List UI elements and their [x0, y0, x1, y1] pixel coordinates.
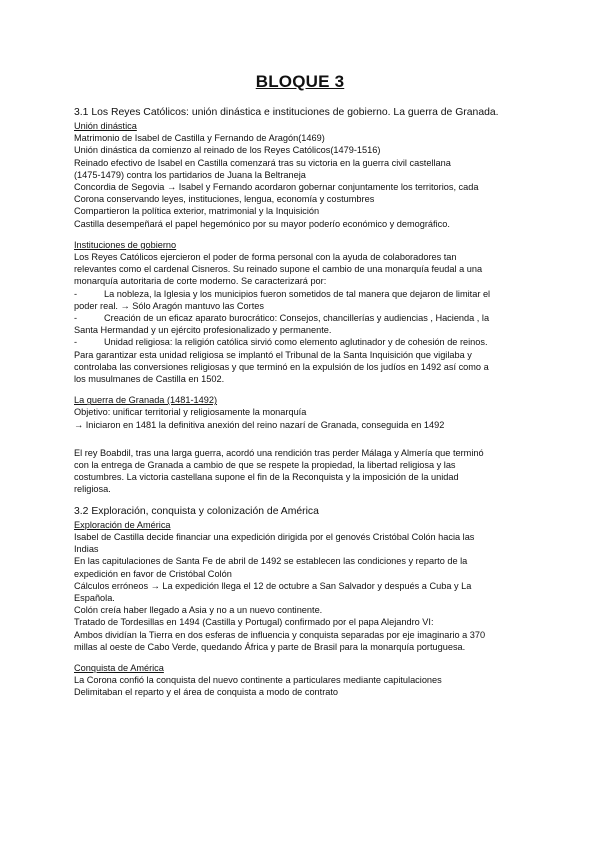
section-heading-3-1: 3.1 Los Reyes Católicos: unión dinástica e instituciones de gobierno. La guerra de Granada.	[74, 107, 499, 118]
text-line: Ambos dividían la Tierra en dos esferas de influencia y conquista separadas por eje imaginario a 370	[74, 629, 486, 640]
text-line: costumbres. La victoria castellana supone el fin de la Reconquista y la imposición de la unidad	[74, 472, 459, 483]
subtitle-instituciones: Instituciones de gobierno	[74, 239, 177, 250]
guerra-paragraph	[74, 447, 534, 496]
bullet-marker: -	[74, 313, 78, 324]
bullet-item	[74, 336, 534, 348]
text-line: → Iniciaron en 1481 la definitiva anexión del reino nazarí de Granada, conseguida en 1492	[74, 419, 445, 430]
text-line: (1475-1479) contra los partidarios de Juana la Beltraneja	[74, 169, 306, 180]
subtitle-exploracion: Exploración de América	[74, 519, 171, 530]
text-line: En las capitulaciones de Santa Fe de abril de 1492 se establecen las condiciones y reparto de la	[74, 556, 468, 567]
text-line: Tratado de Tordesillas en 1494 (Castilla y Portugal) confirmado por el papa Alejandro VI:	[74, 617, 434, 628]
text-line: Los Reyes Católicos ejercieron el poder de forma personal con la ayuda de colaboradores tan	[74, 252, 457, 263]
text-line: los musulmanes de Castilla en 1502.	[74, 374, 225, 385]
text-line: Objetivo: unificar territorial y religiosamente la monarquía	[74, 407, 307, 418]
text-line: Cálculos erróneos → La expedición llega el 12 de octubre a San Salvador y después a Cuba y La	[74, 580, 472, 591]
bullet-marker: -	[74, 337, 78, 348]
bullet-continuation: poder real. → Sólo Aragón mantuvo las Cortes	[74, 300, 264, 311]
text-line: Corona conservando leyes, instituciones, lengua, economía y costumbres	[74, 194, 375, 205]
document-body	[74, 106, 534, 699]
text-line: La Corona confió la conquista del nuevo continente a particulares mediante capitulaciones	[74, 675, 442, 686]
page-title: BLOQUE 3	[255, 72, 345, 91]
text-line: Delimitaban el reparto y el área de conquista a modo de contrato	[74, 687, 339, 698]
text-line: millas al oeste de Cabo Verde, quedando África y parte de Brasil para la monarquía portuguesa.	[74, 641, 466, 652]
exploracion-lines	[74, 531, 534, 653]
instituciones-intro	[74, 251, 534, 288]
bullet-marker: -	[74, 288, 78, 299]
bullet-continuation: Santa Hermandad y un ejército profesionalizado y permanente.	[74, 325, 332, 336]
instituciones-bullets	[74, 288, 534, 349]
bullet-text: Unidad religiosa: la religión católica sirvió como elemento aglutinador y de cohesión de reinos.	[104, 337, 488, 348]
bullet-item	[74, 312, 534, 324]
text-line: Para garantizar esta unidad religiosa se implantó el Tribunal de la Santa Inquisición que vigilaba y	[74, 349, 472, 360]
bullet-text: La nobleza, la Iglesia y los municipios fueron sometidos de tal manera que dejaron de limitar el	[104, 288, 491, 299]
subtitle-union-dinastica: Unión dinástica	[74, 121, 137, 131]
section-heading-3-2: 3.2 Exploración, conquista y colonización de América	[74, 505, 319, 517]
text-line: Castilla desempeñará el papel hegemónico por su mayor poderío económico y demográfico.	[74, 218, 450, 229]
text-line: Compartieron la política exterior, matrimonial y la Inquisición	[74, 206, 320, 217]
subtitle-conquista: Conquista de América	[74, 662, 164, 673]
text-line: Isabel de Castilla decide financiar una expedición dirigida por el genovés Cristóbal Colón hacia las	[74, 531, 475, 542]
bullet-item	[74, 288, 534, 300]
text-line: controlaba las conversiones religiosas y que terminó en la expulsión de los judíos en 1492 así como a	[74, 361, 489, 372]
bullet-text: Creación de un eficaz aparato burocrático: Consejos, chancillerías y audiencias , Hacienda , la	[104, 313, 490, 324]
instituciones-after	[74, 349, 534, 386]
text-line: Colón creía haber llegado a Asia y no a un nuevo continente.	[74, 605, 323, 616]
text-line: Concordia de Segovia → Isabel y Fernando acordaron gobernar conjuntamente los territorios, cada	[74, 182, 479, 193]
union-dinastica-lines	[74, 132, 534, 230]
text-line: Española.	[74, 592, 115, 603]
text-line: monarquía autoritaria de corte moderno. Se caracterizará por:	[74, 276, 327, 287]
guerra-lines	[74, 406, 534, 430]
text-line: expedición en favor de Cristóbal Colón	[74, 568, 232, 579]
text-line: religiosa.	[74, 484, 111, 495]
text-line: con la entrega de Granada a cambio de que se respete la propiedad, la libertad religiosa y las	[74, 460, 456, 471]
text-line: Indias	[74, 544, 99, 555]
text-line: relevantes como el cardenal Cisneros. Su reinado supone el cambio de una monarquía feudal a una	[74, 264, 483, 275]
subtitle-guerra-granada: La guerra de Granada (1481-1492)	[74, 395, 218, 406]
text-line: El rey Boabdil, tras una larga guerra, acordó una rendición tras perder Málaga y Almería que terminó	[74, 447, 484, 458]
conquista-lines	[74, 674, 534, 698]
text-line: Reinado efectivo de Isabel en Castilla comenzará tras su victoria en la guerra civil castellana	[74, 157, 451, 168]
text-line: Unión dinástica da comienzo al reinado de los Reyes Católicos(1479-1516)	[74, 145, 381, 156]
text-line: Matrimonio de Isabel de Castilla y Fernando de Aragón(1469)	[74, 133, 325, 144]
